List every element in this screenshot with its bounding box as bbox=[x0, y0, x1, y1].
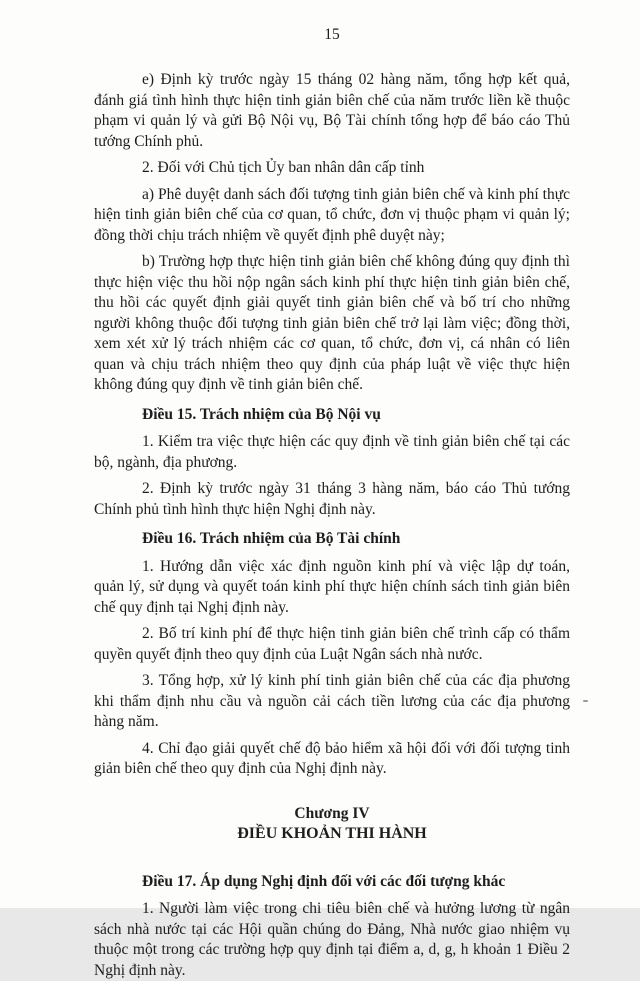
article-16-heading: Điều 16. Trách nhiệm của Bộ Tài chính bbox=[142, 530, 401, 547]
paragraph-b: b) Trường hợp thực hiện tinh giản biên chế không đúng quy định thì thực hiện việc thu hồi nộp ngân sách kinh phí thực hiện tinh giản biên chế, thu hồi các quyết định giải quyết tinh giản biên chế và bố trí cho những người không thuộc đối tượng tinh giản biên chế trở lại làm việc; đồng thời, xem xét xử lý trách nhiệm các cơ quan, tổ chức, đơn vị, cá nhân có liên quan và chịu trách nhiệm theo quy định của pháp luật về việc thực hiện không đúng quy định về tinh giản biên chế. bbox=[94, 253, 570, 393]
article-16-clause-1: 1. Hướng dẫn việc xác định nguồn kinh phí và việc lập dự toán, quản lý, sử dụng và quyết toán kinh phí thực hiện chính sách tinh giản biên chế quy định tại Nghị định này. bbox=[94, 557, 570, 616]
article-15-heading: Điều 15. Trách nhiệm của Bộ Nội vụ bbox=[142, 405, 381, 423]
chapter-label: Chương IV bbox=[294, 804, 370, 822]
item-2-chairman: 2. Đối với Chủ tịch Ủy ban nhân dân cấp tỉnh bbox=[142, 159, 425, 176]
article-15-clause-1: 1. Kiểm tra việc thực hiện các quy định về tinh giản biên chế tại các bộ, ngành, địa phương. bbox=[94, 433, 570, 471]
article-16-clause-3: 3. Tổng hợp, xử lý kinh phí tinh giản biên chế của các địa phương khi thẩm định nhu cầu và nguồn cải cách tiền lương của các địa phương hàng năm. bbox=[94, 672, 570, 730]
article-17-clause-1: 1. Người làm việc trong chi tiêu biên chế và hưởng lương từ ngân sách nhà nước tại các Hội quần chúng do Đảng, Nhà nước giao nhiệm vụ thuộc một trong các trường hợp quy định tại điểm a, d, g, h khoản 1 Điều 2 Nghị định này. bbox=[94, 900, 570, 979]
article-16-clause-4: 4. Chỉ đạo giải quyết chế độ bảo hiểm xã hội đối với đối tượng tinh giản biên chế theo quy định của Nghị định này. bbox=[94, 739, 570, 777]
scan-artifact bbox=[583, 700, 588, 702]
article-16-clause-2: 2. Bố trí kinh phí để thực hiện tinh giản biên chế trình cấp có thẩm quyền quyết định theo quy định của Luật Ngân sách nhà nước. bbox=[94, 625, 570, 663]
paragraph-e: e) Định kỳ trước ngày 15 tháng 02 hàng năm, tổng hợp kết quả, đánh giá tình hình thực hiện tinh giản biên chế của năm trước liền kề thuộc phạm vi quản lý và gửi Bộ Nội vụ, Bộ Tài chính tổng hợp để báo cáo Thủ tướng Chính phủ. bbox=[94, 71, 570, 150]
article-15-clause-2: 2. Định kỳ trước ngày 31 tháng 3 hàng năm, báo cáo Thủ tướng Chính phủ tình hình thực hiện Nghị định này. bbox=[94, 480, 570, 518]
chapter-title: ĐIỀU KHOẢN THI HÀNH bbox=[237, 824, 427, 842]
paragraph-a: a) Phê duyệt danh sách đối tượng tinh giản biên chế và kinh phí thực hiện tinh giản biên chế của cơ quan, tổ chức, đơn vị thuộc phạm vi quản lý; đồng thời chịu trách nhiệm về quyết định phê duyệt này; bbox=[94, 185, 570, 244]
article-17-heading: Điều 17. Áp dụng Nghị định đối với các đối tượng khác bbox=[142, 872, 506, 890]
page-number: 15 bbox=[324, 26, 340, 43]
